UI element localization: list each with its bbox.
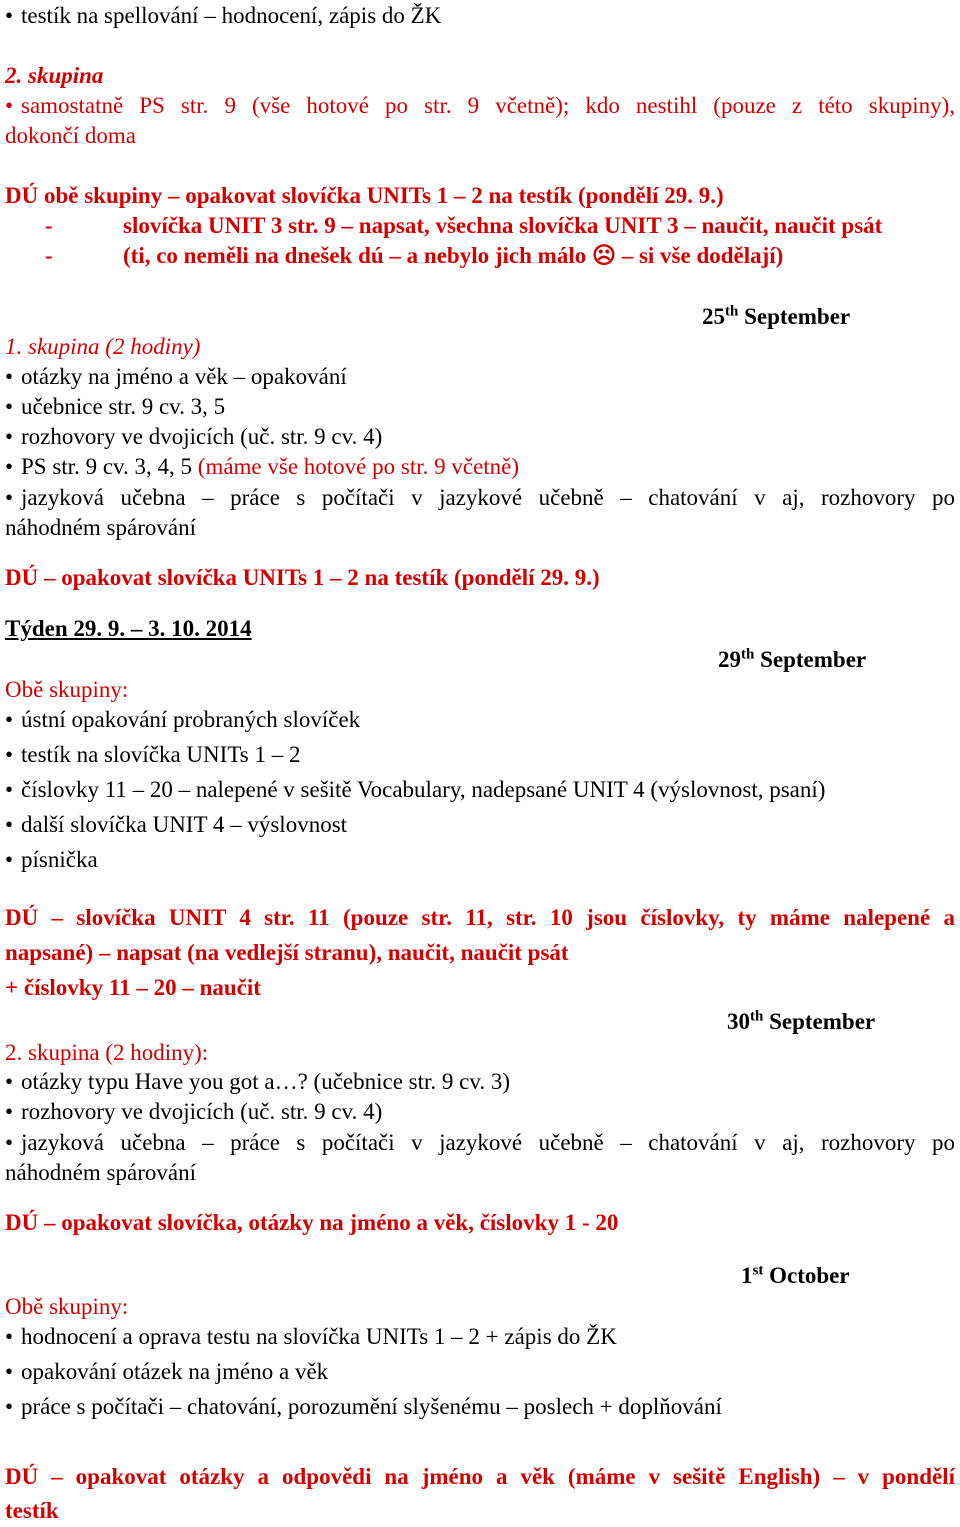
list-item: • rozhovory ve dvojicích (uč. str. 9 cv. 4) <box>5 424 383 449</box>
homework-heading: DÚ – opakovat otázky a odpovědi na jméno a věk (máme v sešitě English) – v pondělí <box>5 1464 955 1489</box>
item-text: testík na spellování – hodnocení, zápis do ŽK <box>21 3 442 28</box>
item-note: (máme vše hotové po str. 9 včetně) <box>197 454 520 479</box>
item-text: práce s počítači – chatování, porozumění slyšenému – poslech + doplňování <box>21 1394 722 1419</box>
list-item: • další slovíčka UNIT 4 – výslovnost <box>5 812 348 837</box>
item-text: PS str. 9 cv. 3, 4, 5 <box>21 454 198 479</box>
homework-item: - (ti, co neměli na dnešek dú – a nebylo jich málo ☹ – si vše dodělají) <box>45 243 784 268</box>
item-text: samostatně PS str. 9 (vše hotové po str. 9 včetně); kdo nestihl (pouze z této skupiny), <box>21 93 955 118</box>
item-text: opakování otázek na jméno a věk <box>21 1359 329 1384</box>
homework-heading: DÚ – opakovat slovíčka UNITs 1 – 2 na testík (pondělí 29. 9.) <box>5 565 600 590</box>
date-heading: 30th September <box>727 1008 876 1034</box>
homework-heading: DÚ – slovíčka UNIT 4 str. 11 (pouze str. 11, str. 10 jsou číslovky, ty máme nalepené a <box>5 905 955 930</box>
item-text: další slovíčka UNIT 4 – výslovnost <box>21 812 348 837</box>
list-item: • testík na spellování – hodnocení, zápis do ŽK <box>5 3 442 28</box>
list-item: • samostatně PS str. 9 (vše hotové po str. 9 včetně); kdo nestihl (pouze z této skupiny), <box>5 93 955 118</box>
list-item: • učebnice str. 9 cv. 3, 5 <box>5 394 226 419</box>
item-text: ústní opakování probraných slovíček <box>21 707 361 732</box>
date-heading: 29th September <box>718 646 867 672</box>
list-item: • ústní opakování probraných slovíček <box>5 707 361 732</box>
item-text: (ti, co neměli na dnešek dú – a nebylo jich málo ☹ – si vše dodělají) <box>123 243 784 268</box>
item-text: číslovky 11 – 20 – nalepené v sešitě Vocabulary, nadepsané UNIT 4 (výslovnost, psaní) <box>21 777 826 802</box>
homework-continuation: + číslovky 11 – 20 – naučit <box>5 975 261 1000</box>
week-heading: Týden 29. 9. – 3. 10. 2014 <box>5 616 252 641</box>
item-text: hodnocení a oprava testu na slovíčka UNITs 1 – 2 + zápis do ŽK <box>21 1324 617 1349</box>
item-text: otázky na jméno a věk – opakování <box>21 364 347 389</box>
list-item: • písnička <box>5 847 98 872</box>
list-item: • jazyková učebna – práce s počítači v jazykové učebně – chatování v aj, rozhovory po <box>5 1130 955 1155</box>
item-text: rozhovory ve dvojicích (uč. str. 9 cv. 4) <box>21 424 383 449</box>
list-item: • rozhovory ve dvojicích (uč. str. 9 cv. 4) <box>5 1099 383 1124</box>
group-heading: 2. skupina <box>5 63 104 88</box>
list-item: • číslovky 11 – 20 – nalepené v sešitě Vocabulary, nadepsané UNIT 4 (výslovnost, psaní) <box>5 777 826 802</box>
group-heading: 1. skupina (2 hodiny) <box>5 334 201 359</box>
item-text: otázky typu Have you got a…? (učebnice str. 9 cv. 3) <box>21 1069 511 1094</box>
homework-continuation: testík <box>5 1498 59 1523</box>
homework-continuation: napsané) – napsat (na vedlejší stranu), naučit, naučit psát <box>5 940 569 965</box>
homework-item: - slovíčka UNIT 3 str. 9 – napsat, všechna slovíčka UNIT 3 – naučit, naučit psát <box>45 213 883 238</box>
homework-heading: DÚ – opakovat slovíčka, otázky na jméno a věk, číslovky 1 - 20 <box>5 1210 619 1235</box>
list-item: • otázky na jméno a věk – opakování <box>5 364 347 389</box>
list-item: • testík na slovíčka UNITs 1 – 2 <box>5 742 301 767</box>
item-text: testík na slovíčka UNITs 1 – 2 <box>21 742 301 767</box>
list-item-continuation: dokončí doma <box>5 123 136 148</box>
item-text: rozhovory ve dvojicích (uč. str. 9 cv. 4) <box>21 1099 383 1124</box>
list-item: • opakování otázek na jméno a věk <box>5 1359 329 1384</box>
list-item: • otázky typu Have you got a…? (učebnice str. 9 cv. 3) <box>5 1069 511 1094</box>
homework-heading: DÚ obě skupiny – opakovat slovíčka UNITs 1 – 2 na testík (pondělí 29. 9.) <box>5 183 724 208</box>
item-text: slovíčka UNIT 3 str. 9 – napsat, všechna slovíčka UNIT 3 – naučit, naučit psát <box>123 213 883 238</box>
list-item-continuation: náhodném spárování <box>5 515 196 540</box>
list-item-continuation: náhodném spárování <box>5 1160 196 1185</box>
group-heading: Obě skupiny: <box>5 677 129 702</box>
group-heading: Obě skupiny: <box>5 1294 129 1319</box>
item-text: písnička <box>21 847 98 872</box>
item-text: jazyková učebna – práce s počítači v jazykové učebně – chatování v aj, rozhovory po <box>21 485 955 510</box>
list-item: • práce s počítači – chatování, porozumění slyšenému – poslech + doplňování <box>5 1394 722 1419</box>
list-item: • hodnocení a oprava testu na slovíčka UNITs 1 – 2 + zápis do ŽK <box>5 1324 617 1349</box>
group-heading: 2. skupina (2 hodiny): <box>5 1040 209 1065</box>
item-text: učebnice str. 9 cv. 3, 5 <box>21 394 226 419</box>
date-heading: 1st October <box>741 1262 850 1288</box>
list-item: • PS str. 9 cv. 3, 4, 5 (máme vše hotové po str. 9 včetně) <box>5 454 520 479</box>
list-item: • jazyková učebna – práce s počítači v jazykové učebně – chatování v aj, rozhovory po <box>5 485 955 510</box>
item-text: jazyková učebna – práce s počítači v jazykové učebně – chatování v aj, rozhovory po <box>21 1130 955 1155</box>
date-heading: 25th September <box>702 303 851 329</box>
